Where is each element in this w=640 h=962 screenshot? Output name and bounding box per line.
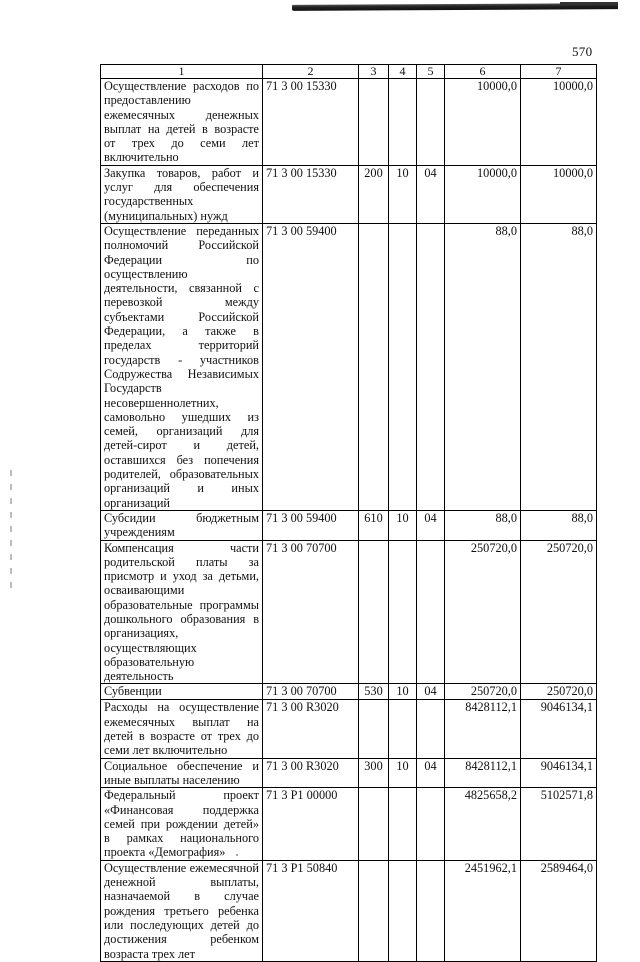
section-cell: 10 <box>389 684 417 700</box>
target-code-cell: 71 3 P1 00000 <box>263 788 359 860</box>
amount-col6-cell: 8428112,1 <box>445 700 521 758</box>
expense-name-cell: Осуществление расходов по предоставлению ежемесячных денежных выплат на детей в возрасте от трех до семи лет включительно <box>101 79 263 166</box>
amount-col7-cell: 88,0 <box>521 223 597 510</box>
table-row <box>101 700 597 758</box>
expense-name-cell: Федеральный проект «Финансовая поддержка семей при рождении детей» в рамках национального проекта «Демография» <box>101 788 263 860</box>
target-code-cell: 71 3 00 15330 <box>263 79 359 166</box>
subsection-cell <box>417 223 445 510</box>
section-cell: 10 <box>389 165 417 223</box>
expense-type-cell <box>359 540 389 684</box>
expense-type-cell: 610 <box>359 510 389 540</box>
expense-name-cell: Субвенции <box>101 684 263 700</box>
scan-margin-marks <box>10 470 12 590</box>
expense-type-cell <box>359 79 389 166</box>
table-row <box>101 165 597 223</box>
budget-table <box>100 64 597 962</box>
amount-col6-cell: 8428112,1 <box>445 758 521 788</box>
subsection-cell: 04 <box>417 510 445 540</box>
target-code-cell: 71 3 00 59400 <box>263 223 359 510</box>
target-code-cell: 71 3 00 R3020 <box>263 758 359 788</box>
table-row <box>101 223 597 510</box>
amount-col6-cell: 10000,0 <box>445 79 521 166</box>
column-header: 3 <box>359 65 389 79</box>
amount-col7-cell: 250720,0 <box>521 540 597 684</box>
expense-name-cell: Осуществление переданных полномочий Российской Федерации по осуществлению деятельности, связанной с перевозкой между субъектами Российской Федерации, а также в пределах территорий государств - участников Содружества Независимых Государств несовершеннолетних, самовольно ушедших из семей, организаций для детей-сирот и детей, оставшихся без попечения родителей, образовательных организаций и иных организаций <box>101 223 263 510</box>
amount-col7-cell: 250720,0 <box>521 684 597 700</box>
amount-col7-cell: 9046134,1 <box>521 700 597 758</box>
amount-col6-cell: 88,0 <box>445 223 521 510</box>
table-row <box>101 684 597 700</box>
section-cell <box>389 223 417 510</box>
expense-type-cell: 530 <box>359 684 389 700</box>
column-header: 5 <box>417 65 445 79</box>
expense-name-cell: Компенсация части родительской платы за присмотр и уход за детьми, осваивающими образовательные программы дошкольного образования в организациях, осуществляющих образовательную деятельность <box>101 540 263 684</box>
section-cell <box>389 540 417 684</box>
subsection-cell <box>417 540 445 684</box>
subsection-cell: 04 <box>417 165 445 223</box>
expense-name-cell: Осуществление ежемесячной денежной выплаты, назначаемой в случае рождения третьего ребенка или последующих детей до достижения ребенком возраста трех лет <box>101 860 263 961</box>
amount-col7-cell: 10000,0 <box>521 165 597 223</box>
amount-col7-cell: 88,0 <box>521 510 597 540</box>
column-header: 2 <box>263 65 359 79</box>
page-number: 570 <box>572 44 593 59</box>
table-row <box>101 788 597 860</box>
target-code-cell: 71 3 00 15330 <box>263 165 359 223</box>
scan-edge-artifact-tail <box>560 2 618 5</box>
amount-col6-cell: 88,0 <box>445 510 521 540</box>
table-row <box>101 510 597 540</box>
expense-type-cell: 200 <box>359 165 389 223</box>
subsection-cell: 04 <box>417 758 445 788</box>
expense-type-cell <box>359 860 389 961</box>
subsection-cell <box>417 700 445 758</box>
column-header: 6 <box>445 65 521 79</box>
section-cell <box>389 788 417 860</box>
amount-col7-cell: 9046134,1 <box>521 758 597 788</box>
expense-name-cell: Закупка товаров, работ и услуг для обеспечения государственных (муниципальных) нужд <box>101 165 263 223</box>
amount-col6-cell: 2451962,1 <box>445 860 521 961</box>
target-code-cell: 71 3 P1 50840 <box>263 860 359 961</box>
section-cell: 10 <box>389 758 417 788</box>
amount-col6-cell: 10000,0 <box>445 165 521 223</box>
column-header: 4 <box>389 65 417 79</box>
target-code-cell: 71 3 00 70700 <box>263 540 359 684</box>
amount-col6-cell: 250720,0 <box>445 540 521 684</box>
expense-name-cell: Субсидии бюджетным учреждениям <box>101 510 263 540</box>
section-cell <box>389 700 417 758</box>
table-row <box>101 860 597 961</box>
target-code-cell: 71 3 00 R3020 <box>263 700 359 758</box>
expense-type-cell: 300 <box>359 758 389 788</box>
section-cell: 10 <box>389 510 417 540</box>
subsection-cell <box>417 79 445 166</box>
target-code-cell: 71 3 00 70700 <box>263 684 359 700</box>
expense-name-cell: Расходы на осуществление ежемесячных выплат на детей в возрасте от трех до семи лет включительно <box>101 700 263 758</box>
amount-col6-cell: 250720,0 <box>445 684 521 700</box>
expense-type-cell <box>359 788 389 860</box>
table-header-row <box>101 65 597 79</box>
table-row <box>101 758 597 788</box>
scan-dot <box>236 854 238 856</box>
expense-type-cell <box>359 700 389 758</box>
amount-col7-cell: 5102571,8 <box>521 788 597 860</box>
column-header: 1 <box>101 65 263 79</box>
section-cell <box>389 79 417 166</box>
subsection-cell: 04 <box>417 684 445 700</box>
expense-name-cell: Социальное обеспечение и иные выплаты населению <box>101 758 263 788</box>
column-header: 7 <box>521 65 597 79</box>
amount-col6-cell: 4825658,2 <box>445 788 521 860</box>
table-row <box>101 540 597 684</box>
target-code-cell: 71 3 00 59400 <box>263 510 359 540</box>
subsection-cell <box>417 788 445 860</box>
section-cell <box>389 860 417 961</box>
table-row <box>101 79 597 166</box>
subsection-cell <box>417 860 445 961</box>
amount-col7-cell: 2589464,0 <box>521 860 597 961</box>
expense-type-cell <box>359 223 389 510</box>
amount-col7-cell: 10000,0 <box>521 79 597 166</box>
